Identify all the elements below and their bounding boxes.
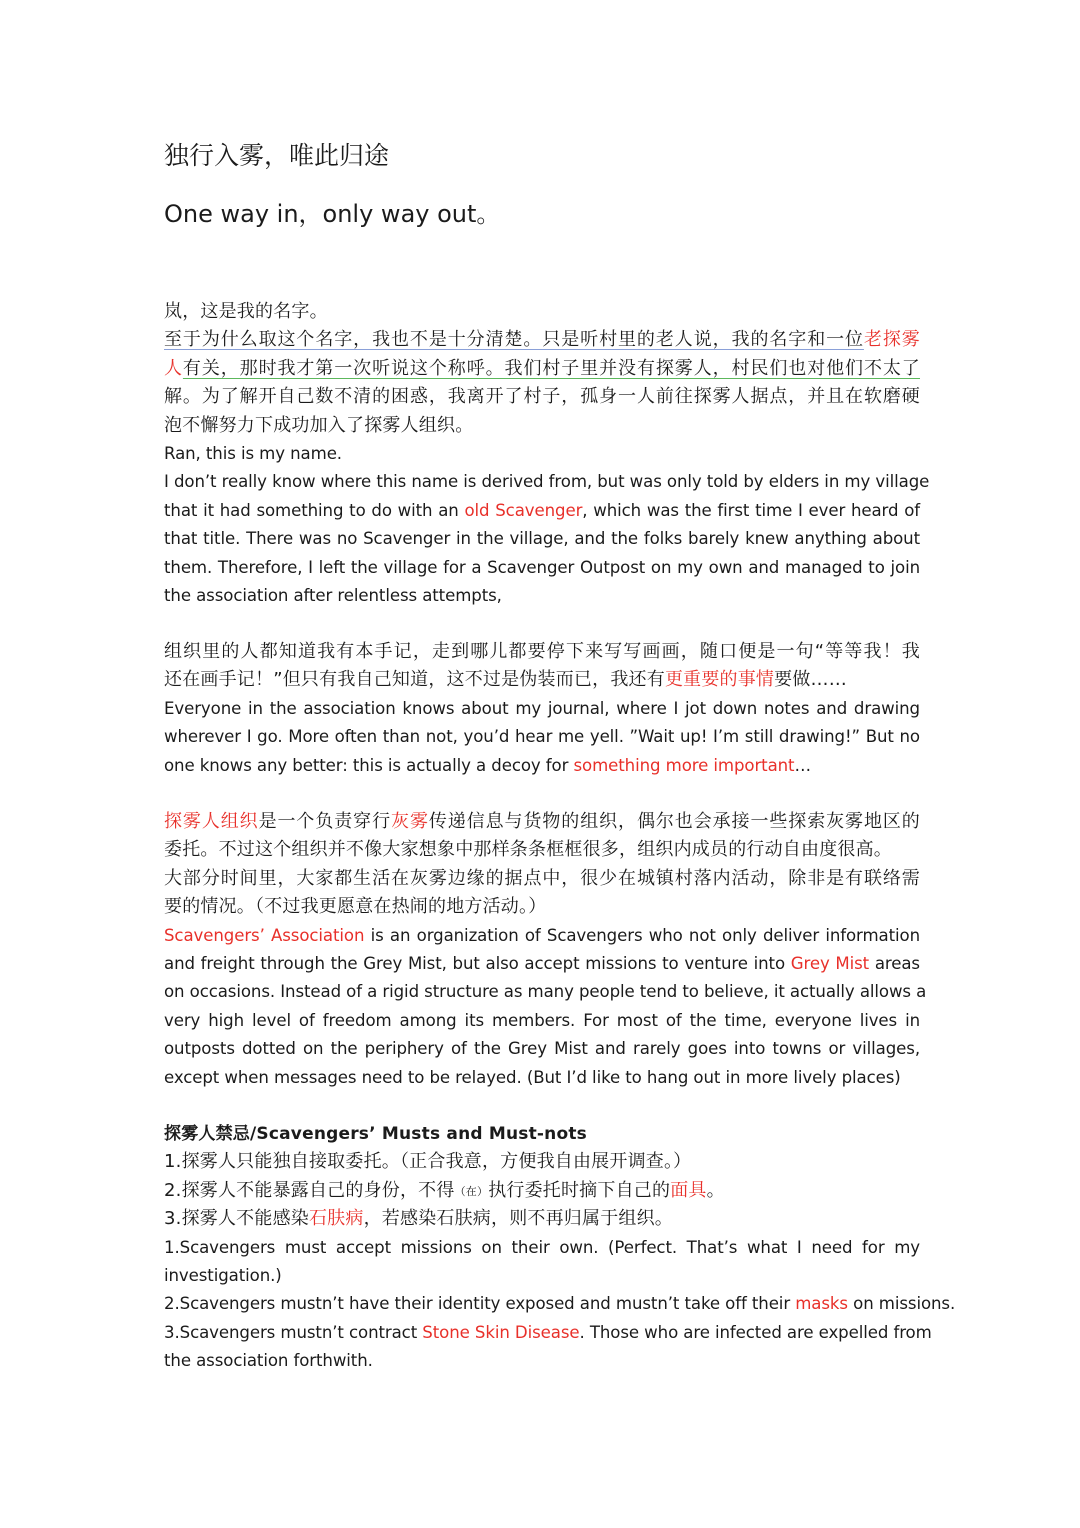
highlight-text: something more important: [573, 755, 795, 775]
rule-item: 1.探雾人只能独自接取委托。（正合我意，方便我自由展开调查。）: [164, 1151, 692, 1173]
text-run: areas: [869, 953, 920, 973]
paragraph-line: 大部分时间里，大家都生活在灰雾边缘的据点中，很少在城镇村落内活动，除非是有联络需: [164, 867, 920, 889]
text-run: and freight through the Grey Mist, but also accept missions to venture into: [164, 953, 791, 973]
title-chinese: 独行入雾，唯此归途: [164, 141, 390, 170]
paragraph-line: outposts dotted on the periphery of the Grey Mist and rarely goes into towns or villages,: [164, 1039, 920, 1059]
rule-item: [164, 1177, 920, 1205]
highlight-text: 石肤病: [308, 1208, 364, 1230]
text-run: 。: [706, 1179, 725, 1201]
highlight-text: 更重要的事情: [664, 669, 775, 691]
paragraph-line: [164, 497, 920, 525]
paragraph-line: 委托。不过这个组织并不像大家想象中那样条条框框很多，组织内成员的行动自由度很高。: [164, 839, 892, 861]
paragraph-line: 解。为了解开自己数不清的困惑，我离开了村子，孤身一人前往探雾人据点，并且在软磨硬: [164, 386, 920, 408]
text-run: ，若感染石肤病，则不再归属于组织。: [363, 1208, 673, 1230]
rule-item: 1.Scavengers must accept missions on their own. (Perfect. That’s what I need for my: [164, 1237, 920, 1257]
paragraph-line: 要的情况。（不过我更愿意在热闹的地方活动。）: [164, 896, 547, 918]
paragraph-line: wherever I go. More often than not, you’d hear me yell. ”Wait up! I’m still drawing!” But no: [164, 727, 920, 747]
text-run: 至于为什么取这个名字，我也不是十分清楚。只是听村里的老人说，我的名字和一位: [164, 329, 864, 351]
paragraph-line: 组织里的人都知道我有本手记，走到哪儿都要停下来写写画画，随口便是一句“等等我！我: [164, 641, 920, 662]
paragraph-line: very high level of freedom among its members. For most of the time, everyone lives in: [164, 1010, 920, 1030]
paragraph-line: 泡不懈努力下成功加入了探雾人组织。: [164, 414, 474, 436]
text-run: that it had something to do with an: [164, 500, 465, 520]
rule-item: [164, 1290, 956, 1318]
rule-item: [164, 1319, 932, 1347]
rule-item: investigation.): [164, 1265, 282, 1285]
highlight-text: Scavengers’ Association: [164, 925, 365, 945]
highlight-text: masks: [795, 1294, 848, 1314]
text-run: . Those who are infected are expelled from: [579, 1322, 932, 1342]
highlight-text: Stone Skin Disease: [422, 1322, 580, 1342]
paragraph-line: except when messages need to be relayed. (But I’d like to hang out in more lively places): [164, 1067, 901, 1087]
text-run: 有关，那时我才第一次听说这个称呼。我们村子里并没有探雾人，村民们也对他们不太了: [182, 357, 920, 379]
text-run: …: [794, 755, 811, 775]
text-run: on missions.: [847, 1294, 956, 1314]
text-run: 2.探雾人不能暴露自己的身份，不得: [164, 1179, 455, 1201]
highlight-text: 灰雾: [391, 811, 429, 832]
paragraph-line: [164, 950, 920, 978]
small-note: （在）: [454, 1184, 489, 1198]
text-run: one knows any better: this is actually a decoy for: [164, 755, 574, 775]
rule-item: the association forthwith.: [164, 1351, 373, 1371]
paragraph-line: the association after relentless attempts,: [164, 585, 502, 605]
paragraph-line: [164, 666, 920, 694]
section-intro: [164, 298, 930, 610]
paragraph-line: [164, 355, 920, 383]
text-run: 要做……: [774, 669, 847, 691]
paragraph-line: I don’t really know where this name is derived from, but was only told by elders in my village: [164, 472, 930, 492]
highlight-text: 人: [164, 357, 183, 379]
section-rules: [164, 1120, 956, 1376]
paragraph-line: [164, 752, 920, 780]
paragraph-line: [164, 808, 920, 836]
text-run: 2.Scavengers mustn’t have their identity exposed and mustn’t take off their: [164, 1294, 796, 1314]
paragraph-line: [164, 326, 920, 354]
section-heading: 探雾人禁忌/Scavengers’ Musts and Must-nots: [164, 1124, 588, 1144]
text-run: , which was the first time I ever heard of: [582, 500, 920, 520]
highlight-text: 面具: [670, 1179, 707, 1201]
section-journal: [164, 638, 920, 780]
paragraph-line: that title. There was no Scavenger in the village, and the folks barely knew anything about: [164, 529, 920, 549]
title-english: One way in，only way out。: [164, 200, 501, 228]
highlight-text: Grey Mist: [790, 953, 870, 973]
paragraph-line: 岚，这是我的名字。: [164, 301, 328, 322]
highlight-text: old Scavenger: [464, 500, 583, 520]
rule-item: [164, 1205, 920, 1233]
text-run: 3.Scavengers mustn’t contract: [164, 1322, 423, 1342]
paragraph-line: Ran, this is my name.: [164, 443, 342, 463]
section-association: [164, 808, 927, 1092]
paragraph-line: [164, 922, 920, 950]
paragraph-line: them. Therefore, I left the village for a Scavenger Outpost on my own and managed to join: [164, 557, 920, 577]
paragraph-line: on occasions. Instead of a rigid structure as many people tend to believe, it actually allows a: [164, 982, 927, 1002]
text-run: 执行委托时摘下自己的: [488, 1179, 671, 1201]
highlight-text: 探雾人组织: [164, 811, 259, 832]
text-run: 是一个负责穿行: [258, 811, 392, 832]
text-run: is an organization of Scavengers who not only deliver information: [364, 925, 920, 945]
highlight-text: 老探雾: [863, 329, 920, 351]
text-run: 传递信息与货物的组织，偶尔也会承接一些探索灰雾地区的: [428, 811, 921, 832]
text-run: 还在画手记！”但只有我自己知道，这不过是伪装而已，我还有: [164, 669, 665, 691]
paragraph-line: Everyone in the association knows about my journal, where I jot down notes and drawing: [164, 698, 920, 718]
text-run: 3.探雾人不能感染: [164, 1208, 309, 1230]
